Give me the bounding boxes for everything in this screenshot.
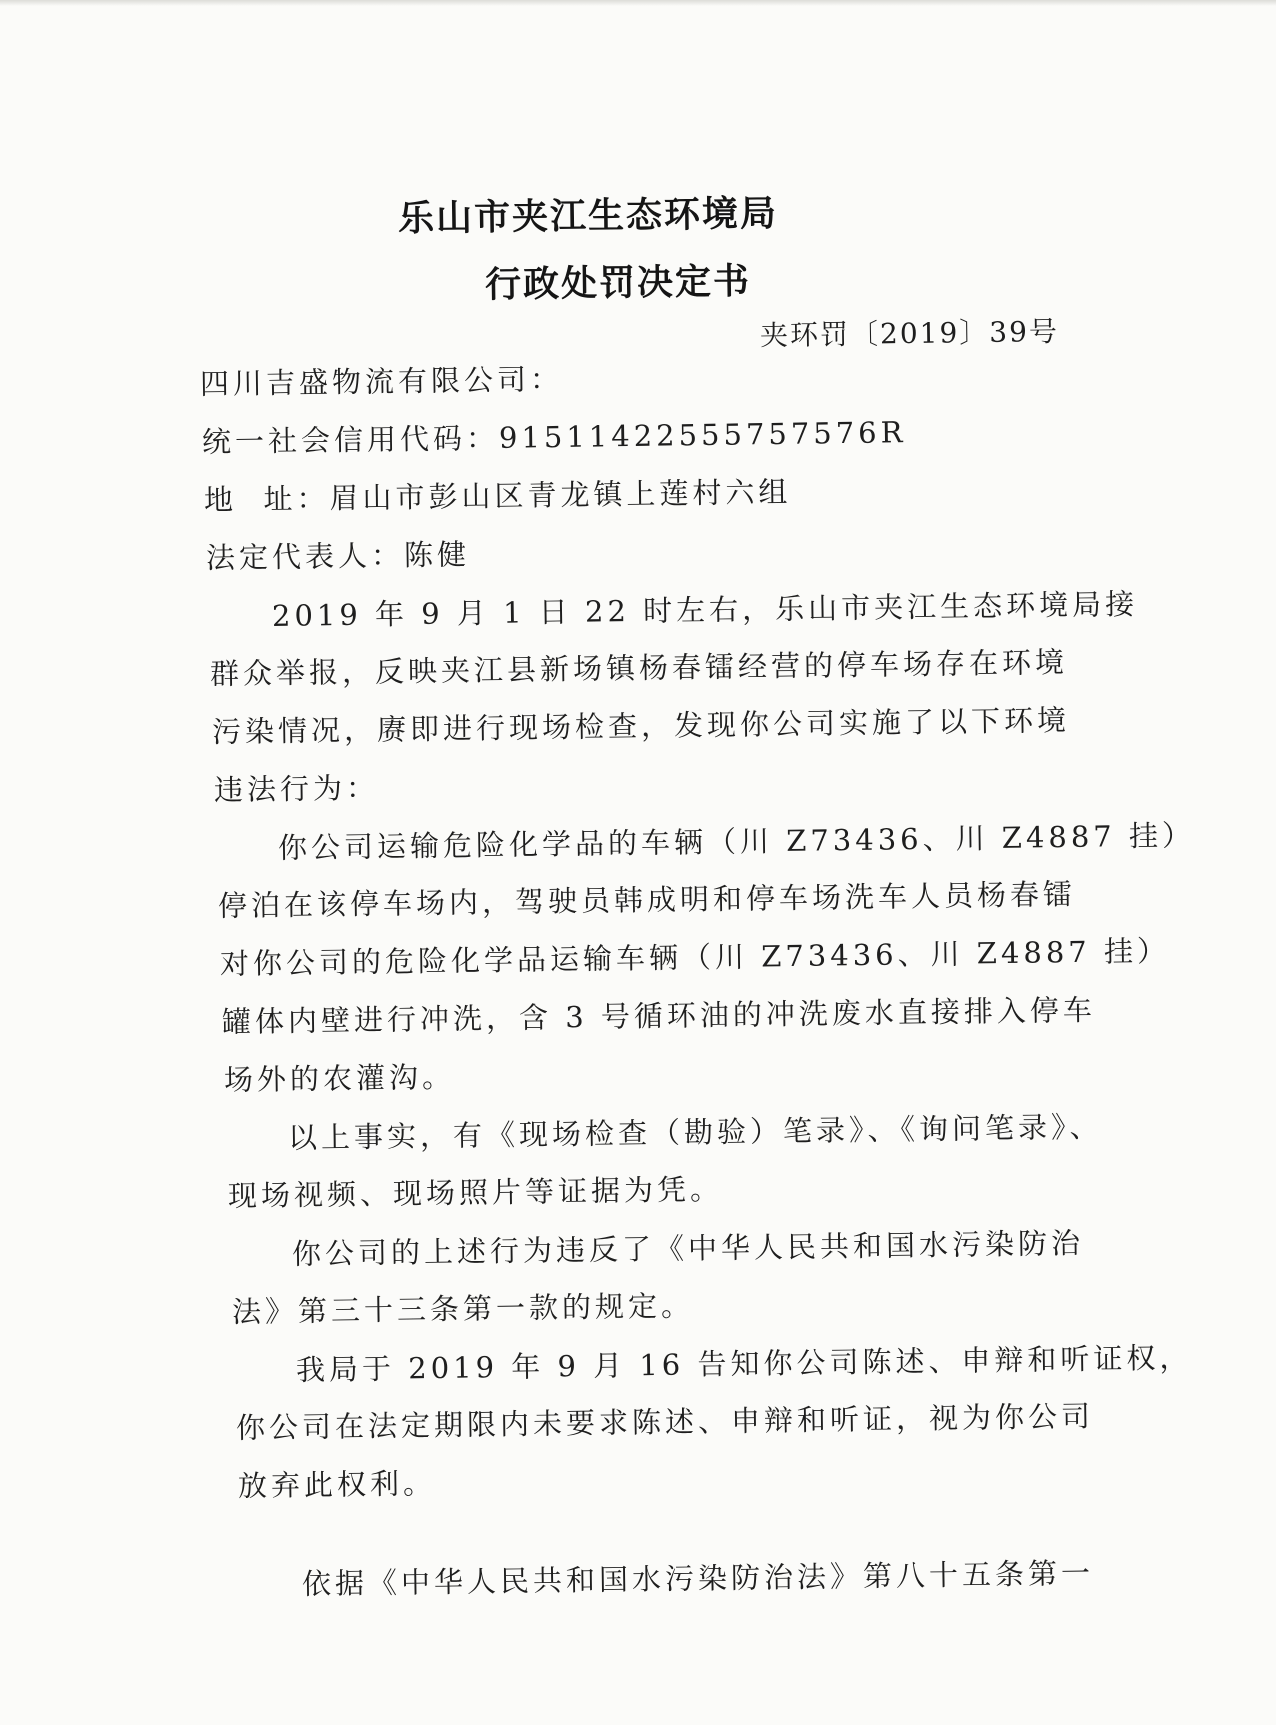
address-line: 地 址：眉山市彭山区青龙镇上莲村六组 [203, 474, 792, 517]
paragraph-line: 场外的农灌沟。 [223, 1059, 456, 1097]
recipient-line: 四川吉盛物流有限公司： [199, 361, 564, 401]
paragraph-line: 你公司在法定期限内未要求陈述、申辩和听证，视为你公司 [235, 1399, 1095, 1445]
paragraph-line: 依据《中华人民共和国水污染防治法》第八十五条第一 [301, 1555, 1095, 1601]
paragraph-line: 放弃此权利。 [237, 1466, 437, 1503]
paragraph-line: 对你公司的危险化学品运输车辆（川 Z73436、川 Z4887 挂） [219, 933, 1171, 981]
legal-rep-line: 法定代表人：陈健 [205, 537, 471, 575]
paragraph-line: 现场视频、现场照片等证据为凭。 [227, 1172, 724, 1213]
paragraph-line: 群众举报，反映夹江县新场镇杨春镭经营的停车场存在环境 [209, 645, 1069, 691]
paragraph-line: 停泊在该停车场内，驾驶员韩成明和停车场洗车人员杨春镭 [217, 877, 1077, 923]
paragraph-line: 污染情况，赓即进行现场检查，发现你公司实施了以下环境 [211, 703, 1071, 749]
paragraph-line: 以上事实，有《现场检查（勘验）笔录》、《询问笔录》、 [287, 1109, 1103, 1155]
document-number: 夹环罚〔2019〕39号 [759, 314, 1060, 353]
agency-title: 乐山市夹江生态环境局 [397, 193, 779, 240]
paragraph-line: 你公司运输危险化学品的车辆（川 Z73436、川 Z4887 挂） [277, 818, 1196, 865]
paragraph-line: 违法行为： [213, 770, 380, 807]
paragraph-line: 法》第三十三条第一款的规定。 [231, 1288, 695, 1329]
credit-code-line: 统一社会信用代码：91511422555757576R [201, 415, 907, 459]
document-title: 行政处罚决定书 [484, 261, 752, 306]
paragraph-line: 罐体内壁进行冲洗，含 3 号循环油的冲洗废水直接排入停车 [221, 992, 1097, 1039]
paragraph-line: 你公司的上述行为违反了《中华人民共和国水污染防治 [291, 1225, 1085, 1271]
paragraph-line: 2019 年 9 月 1 日 22 时左右，乐山市夹江生态环境局接 [271, 586, 1139, 633]
paragraph-line: 我局于 2019 年 9 月 16 告知你公司陈述、申辩和听证权， [295, 1340, 1193, 1387]
